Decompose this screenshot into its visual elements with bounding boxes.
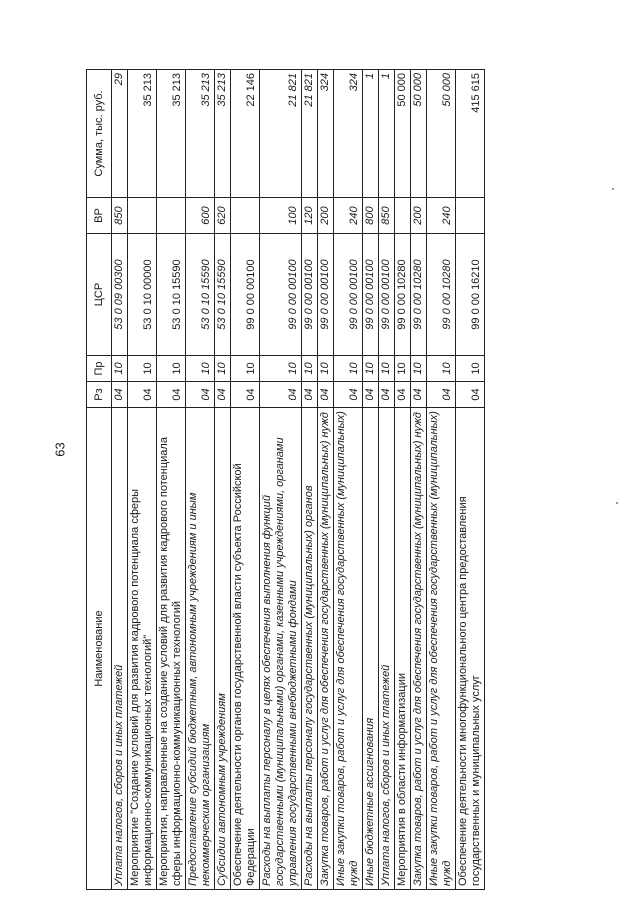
cell-pr: 10 <box>427 356 456 382</box>
cell-vr: 620 <box>215 198 231 234</box>
cell-vr: 200 <box>411 198 427 234</box>
cell-csr: 99 0 00 16210 <box>456 234 485 356</box>
table-row <box>363 70 379 890</box>
cell-name: Мероприятия, направленные на создание условий для развития кадрового потенциала сферы информационно-коммуникационных технологий <box>157 408 186 890</box>
cell-csr: 99 0 00 00100 <box>231 234 260 356</box>
cell-vr: 850 <box>379 198 395 234</box>
cell-rz: 04 <box>395 382 411 408</box>
table-row <box>128 70 157 890</box>
table-body <box>112 70 485 890</box>
cell-sum: 35 213 <box>186 70 215 198</box>
cell-vr: 200 <box>318 198 334 234</box>
header-sum: Сумма, тыс. руб. <box>87 70 112 198</box>
cell-csr: 99 0 00 10280 <box>427 234 456 356</box>
table-row <box>302 70 318 890</box>
cell-pr: 10 <box>260 356 302 382</box>
cell-sum: 324 <box>334 70 363 198</box>
cell-pr: 10 <box>215 356 231 382</box>
table-row <box>379 70 395 890</box>
cell-rz: 04 <box>334 382 363 408</box>
cell-vr <box>395 198 411 234</box>
cell-name: Обеспечение деятельности органов государственной власти субъекта Российской Федерации <box>231 408 260 890</box>
header-pr: Пр <box>87 356 112 382</box>
cell-name: Уплата налогов, сборов и иных платежей <box>112 408 128 890</box>
cell-rz: 04 <box>427 382 456 408</box>
cell-rz: 04 <box>379 382 395 408</box>
cell-name: Закупка товаров, работ и услуг для обеспечения государственных (муниципальных) нужд <box>411 408 427 890</box>
cell-sum: 324 <box>318 70 334 198</box>
cell-rz: 04 <box>260 382 302 408</box>
cell-csr: 99 0 00 00100 <box>302 234 318 356</box>
table-row <box>260 70 302 890</box>
cell-rz: 04 <box>411 382 427 408</box>
cell-csr: 99 0 00 00100 <box>379 234 395 356</box>
scan-speck <box>612 188 614 190</box>
cell-name: Предоставление субсидий бюджетным, автономным учреждениям и иным некоммерческим организациям <box>186 408 215 890</box>
table-row <box>395 70 411 890</box>
table-row <box>186 70 215 890</box>
cell-name: Обеспечение деятельности многофункционального центра предоставления государственных и муниципальных услуг <box>456 408 485 890</box>
cell-vr: 800 <box>363 198 379 234</box>
cell-pr: 10 <box>456 356 485 382</box>
table-row <box>456 70 485 890</box>
table-row <box>215 70 231 890</box>
cell-csr: 99 0 00 00100 <box>334 234 363 356</box>
cell-name: Иные закупки товаров, работ и услуг для обеспечения государственных (муниципальных) нужд <box>334 408 363 890</box>
cell-vr <box>456 198 485 234</box>
cell-pr: 10 <box>318 356 334 382</box>
cell-name: Расходы на выплаты персоналу государственных (муниципальных) органов <box>302 408 318 890</box>
budget-table <box>86 69 485 890</box>
cell-sum: 50 000 <box>411 70 427 198</box>
rotated-page <box>86 70 631 890</box>
cell-sum: 22 146 <box>231 70 260 198</box>
table-row <box>318 70 334 890</box>
cell-name: Уплата налогов, сборов и иных платежей <box>379 408 395 890</box>
cell-vr: 240 <box>334 198 363 234</box>
cell-name: Субсидии автономным учреждениям <box>215 408 231 890</box>
cell-csr: 99 0 00 00100 <box>318 234 334 356</box>
cell-rz: 04 <box>318 382 334 408</box>
cell-sum: 29 <box>112 70 128 198</box>
cell-vr: 600 <box>186 198 215 234</box>
cell-sum: 35 213 <box>157 70 186 198</box>
cell-pr: 10 <box>302 356 318 382</box>
cell-vr <box>231 198 260 234</box>
header-vr: ВР <box>87 198 112 234</box>
cell-sum: 35 213 <box>128 70 157 198</box>
cell-csr: 53 0 09 00300 <box>112 234 128 356</box>
table-row <box>231 70 260 890</box>
cell-name: Иные закупки товаров, работ и услуг для обеспечения государственных (муниципальных) нужд <box>427 408 456 890</box>
cell-pr: 10 <box>186 356 215 382</box>
header-name: Наименование <box>87 408 112 890</box>
cell-vr <box>157 198 186 234</box>
header-rz: Рз <box>87 382 112 408</box>
table-row <box>411 70 427 890</box>
table-row <box>157 70 186 890</box>
cell-csr: 53 0 10 15590 <box>157 234 186 356</box>
cell-vr <box>128 198 157 234</box>
cell-name: Иные бюджетные ассигнования <box>363 408 379 890</box>
cell-csr: 53 0 10 00000 <box>128 234 157 356</box>
cell-pr: 10 <box>411 356 427 382</box>
cell-vr: 120 <box>302 198 318 234</box>
cell-csr: 99 0 00 10280 <box>411 234 427 356</box>
table-header-row <box>87 70 112 890</box>
table-row <box>112 70 128 890</box>
cell-pr: 10 <box>157 356 186 382</box>
cell-vr: 240 <box>427 198 456 234</box>
cell-pr: 10 <box>395 356 411 382</box>
cell-pr: 10 <box>379 356 395 382</box>
cell-rz: 04 <box>456 382 485 408</box>
cell-sum: 21 821 <box>260 70 302 198</box>
cell-sum: 1 <box>379 70 395 198</box>
cell-sum: 1 <box>363 70 379 198</box>
cell-rz: 04 <box>186 382 215 408</box>
cell-sum: 50 000 <box>427 70 456 198</box>
cell-rz: 04 <box>215 382 231 408</box>
cell-name: Мероприятие "Создание условий для развития кадрового потенциала сферы информационно-коммуникационных технологий" <box>128 408 157 890</box>
page-number: 63 <box>52 442 68 457</box>
cell-sum: 50 000 <box>395 70 411 198</box>
cell-name: Мероприятия в области информатизации <box>395 408 411 890</box>
cell-rz: 04 <box>157 382 186 408</box>
cell-csr: 99 0 00 10280 <box>395 234 411 356</box>
scan-speck <box>616 502 618 504</box>
cell-pr: 10 <box>363 356 379 382</box>
header-csr: ЦСР <box>87 234 112 356</box>
cell-csr: 99 0 00 00100 <box>260 234 302 356</box>
cell-csr: 53 0 10 15590 <box>215 234 231 356</box>
cell-rz: 04 <box>363 382 379 408</box>
cell-csr: 53 0 10 15590 <box>186 234 215 356</box>
cell-rz: 04 <box>112 382 128 408</box>
cell-vr: 850 <box>112 198 128 234</box>
cell-sum: 21 821 <box>302 70 318 198</box>
cell-pr: 10 <box>112 356 128 382</box>
cell-sum: 415 615 <box>456 70 485 198</box>
cell-rz: 04 <box>231 382 260 408</box>
cell-name: Расходы на выплаты персоналу в целях обеспечения выполнения функций государственными (муниципальными) органами, казенными учреждениями, органами управления государственными внебюджетными фондами <box>260 408 302 890</box>
cell-rz: 04 <box>128 382 157 408</box>
cell-pr: 10 <box>231 356 260 382</box>
table-row <box>334 70 363 890</box>
table-row <box>427 70 456 890</box>
cell-rz: 04 <box>302 382 318 408</box>
cell-vr: 100 <box>260 198 302 234</box>
cell-name: Закупка товаров, работ и услуг для обеспечения государственных (муниципальных) нужд <box>318 408 334 890</box>
cell-pr: 10 <box>334 356 363 382</box>
cell-pr: 10 <box>128 356 157 382</box>
cell-sum: 35 213 <box>215 70 231 198</box>
cell-csr: 99 0 00 00100 <box>363 234 379 356</box>
